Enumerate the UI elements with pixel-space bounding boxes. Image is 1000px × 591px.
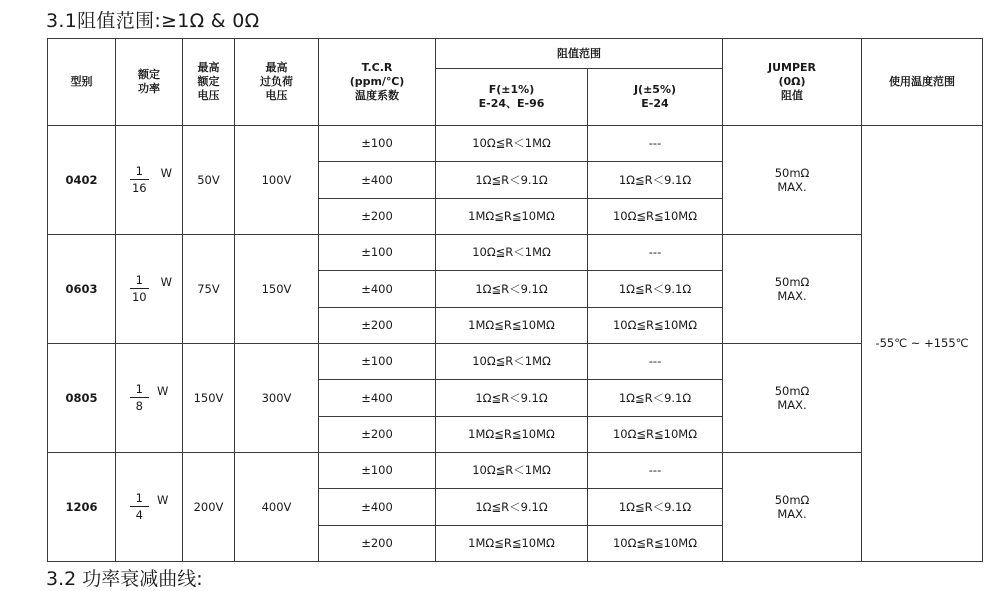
tcr-value: ±400 (319, 380, 436, 416)
max-rated-voltage: 50V (183, 126, 235, 235)
tcr-value: ±100 (319, 452, 436, 488)
max-overload-voltage: 400V (235, 452, 319, 561)
power-unit: W (156, 383, 169, 398)
j-range-value: 10Ω≦R≦10MΩ (588, 307, 723, 343)
tcr-value: ±400 (319, 271, 436, 307)
f-range-value: 1Ω≦R＜9.1Ω (436, 271, 588, 307)
rated-power (116, 234, 183, 343)
f-range-value: 10Ω≦R＜1MΩ (436, 126, 588, 162)
f-range-value: 10Ω≦R＜1MΩ (436, 343, 588, 379)
header-resistance-range: 阻值范围 (436, 39, 723, 69)
rated-power (116, 452, 183, 561)
header-jumper: JUMPER (0Ω) 阻值 (723, 39, 862, 126)
model-type: 0805 (48, 343, 116, 452)
j-range-value: --- (588, 234, 723, 270)
max-rated-voltage: 200V (183, 452, 235, 561)
jumper-value: 50mΩ MAX. (723, 234, 862, 343)
tcr-value: ±200 (319, 525, 436, 561)
tcr-value: ±100 (319, 343, 436, 379)
model-type: 1206 (48, 452, 116, 561)
rated-power (116, 343, 183, 452)
max-overload-voltage: 300V (235, 343, 319, 452)
f-range-value: 1Ω≦R＜9.1Ω (436, 162, 588, 198)
j-range-value: --- (588, 343, 723, 379)
f-range-value: 10Ω≦R＜1MΩ (436, 234, 588, 270)
j-range-value: 1Ω≦R＜9.1Ω (588, 489, 723, 525)
power-numerator: 1 (130, 382, 149, 398)
header-f-tolerance: F(±1%) E-24、E-96 (436, 69, 588, 126)
temp-range-value: -55℃ ~ +155℃ (862, 126, 983, 562)
j-range-value: 1Ω≦R＜9.1Ω (588, 162, 723, 198)
f-range-value: 1Ω≦R＜9.1Ω (436, 380, 588, 416)
power-denominator: 4 (135, 508, 143, 523)
section-title: 3.1阻值范围:≥1Ω & 0Ω (46, 10, 260, 32)
tcr-value: ±100 (319, 126, 436, 162)
header-j-tolerance: J(±5%) E-24 (588, 69, 723, 126)
header-overload-voltage: 最高 过负荷 电压 (235, 39, 319, 126)
j-range-value: --- (588, 126, 723, 162)
f-range-value: 10Ω≦R＜1MΩ (436, 452, 588, 488)
power-denominator: 16 (131, 181, 147, 196)
model-type: 0402 (48, 126, 116, 235)
tcr-value: ±400 (319, 162, 436, 198)
power-unit: W (160, 165, 172, 180)
table-row (48, 452, 983, 488)
power-fraction (130, 491, 169, 523)
power-numerator: 1 (130, 164, 149, 180)
tcr-value: ±200 (319, 198, 436, 234)
power-numerator: 1 (130, 491, 149, 507)
header-max-voltage: 最高 额定 电压 (183, 39, 235, 126)
tcr-value: ±200 (319, 307, 436, 343)
f-range-value: 1MΩ≦R≦10MΩ (436, 525, 588, 561)
f-range-value: 1MΩ≦R≦10MΩ (436, 416, 588, 452)
rated-power (116, 126, 183, 235)
j-range-value: 1Ω≦R＜9.1Ω (588, 380, 723, 416)
power-unit: W (156, 492, 169, 507)
resistor-spec-table (47, 38, 983, 562)
max-rated-voltage: 75V (183, 234, 235, 343)
tcr-value: ±400 (319, 489, 436, 525)
j-range-value: 10Ω≦R≦10MΩ (588, 525, 723, 561)
j-range-value: 1Ω≦R＜9.1Ω (588, 271, 723, 307)
power-fraction (130, 382, 169, 414)
j-range-value: --- (588, 452, 723, 488)
max-rated-voltage: 150V (183, 343, 235, 452)
max-overload-voltage: 150V (235, 234, 319, 343)
max-overload-voltage: 100V (235, 126, 319, 235)
power-fraction (126, 273, 172, 305)
power-fraction (126, 164, 172, 196)
header-tcr: T.C.R (ppm/℃) 温度系数 (319, 39, 436, 126)
f-range-value: 1MΩ≦R≦10MΩ (436, 198, 588, 234)
table-row (48, 126, 983, 162)
power-denominator: 8 (135, 399, 143, 414)
header-type: 型别 (48, 39, 116, 126)
next-section-title: 3.2 功率衰减曲线: (46, 568, 203, 590)
j-range-value: 10Ω≦R≦10MΩ (588, 416, 723, 452)
table-row (48, 234, 983, 270)
header-row-1 (48, 39, 983, 69)
model-type: 0603 (48, 234, 116, 343)
jumper-value: 50mΩ MAX. (723, 126, 862, 235)
header-temp-range: 使用温度范围 (862, 39, 983, 126)
f-range-value: 1Ω≦R＜9.1Ω (436, 489, 588, 525)
header-power: 额定 功率 (116, 39, 183, 126)
jumper-value: 50mΩ MAX. (723, 343, 862, 452)
power-numerator: 1 (130, 273, 149, 289)
power-denominator: 10 (131, 290, 147, 305)
table-row (48, 343, 983, 379)
power-unit: W (160, 274, 172, 289)
f-range-value: 1MΩ≦R≦10MΩ (436, 307, 588, 343)
tcr-value: ±100 (319, 234, 436, 270)
j-range-value: 10Ω≦R≦10MΩ (588, 198, 723, 234)
jumper-value: 50mΩ MAX. (723, 452, 862, 561)
table-body (48, 126, 983, 562)
tcr-value: ±200 (319, 416, 436, 452)
